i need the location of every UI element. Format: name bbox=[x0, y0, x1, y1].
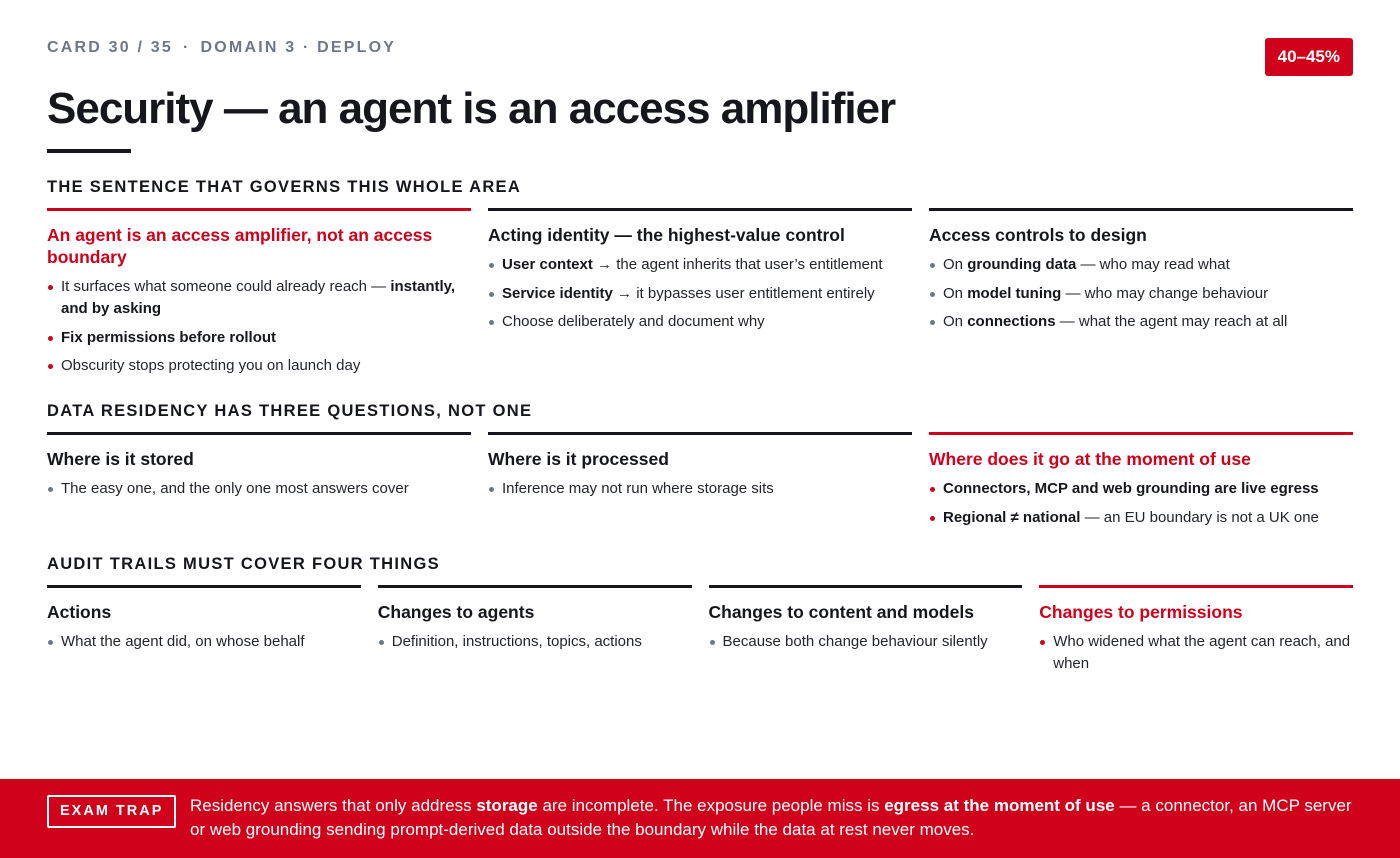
section-label-audit-trails: AUDIT TRAILS MUST COVER FOUR THINGS bbox=[47, 555, 440, 573]
bullet-item bbox=[47, 355, 471, 377]
bullet-list bbox=[488, 254, 912, 333]
column-heading: An agent is an access amplifier, not an access boundary bbox=[47, 225, 433, 267]
bullet-list bbox=[1039, 631, 1353, 675]
emphasis-text: model tuning bbox=[967, 284, 1062, 302]
bullet-item bbox=[47, 631, 361, 653]
bullet-list bbox=[47, 631, 361, 653]
kicker-separator: · bbox=[183, 39, 191, 56]
section-grid-audit-trails bbox=[47, 585, 1353, 682]
section-label-data-residency: DATA RESIDENCY HAS THREE QUESTIONS, NOT ONE bbox=[47, 402, 533, 420]
exam-trap-text bbox=[190, 794, 1360, 842]
bullet-item bbox=[488, 311, 912, 333]
bullet-item bbox=[709, 631, 1023, 653]
content-column bbox=[1039, 585, 1353, 682]
domain-label: DOMAIN 3 · DEPLOY bbox=[200, 39, 397, 56]
bullet-item bbox=[47, 478, 471, 500]
column-heading: Changes to permissions bbox=[1039, 602, 1243, 622]
emphasis-text: User context bbox=[502, 256, 593, 273]
text-run: — what the agent may reach at all bbox=[1055, 313, 1288, 330]
text-run: On bbox=[943, 256, 968, 273]
content-column bbox=[488, 432, 912, 535]
bullet-item bbox=[929, 283, 1353, 305]
bullet-list bbox=[47, 478, 471, 500]
page-title: Security — an agent is an access amplifier bbox=[47, 84, 896, 133]
content-column bbox=[47, 208, 471, 384]
section-grid-data-residency bbox=[47, 432, 1353, 535]
text-run: What the agent did, on whose behalf bbox=[61, 633, 305, 650]
bullet-list bbox=[488, 478, 912, 500]
emphasis-text: Regional ≠ national bbox=[943, 508, 1081, 526]
emphasis-text: egress at the moment of use bbox=[884, 796, 1115, 815]
text-run: → the agent inherits that user’s entitlement bbox=[592, 256, 883, 273]
text-run: The easy one, and the only one most answers cover bbox=[61, 480, 409, 497]
column-heading: Where is it processed bbox=[488, 449, 669, 469]
emphasis-text: storage bbox=[476, 796, 538, 815]
bullet-item bbox=[47, 327, 471, 349]
card-counter: CARD 30 / 35 bbox=[47, 39, 173, 56]
section-grid-governing-sentence bbox=[47, 208, 1353, 384]
bullet-item bbox=[488, 478, 912, 500]
emphasis-text: connections bbox=[967, 313, 1056, 330]
content-column bbox=[929, 208, 1353, 384]
bullet-item bbox=[929, 507, 1353, 529]
text-run: Who widened what the agent can reach, and when bbox=[1053, 633, 1351, 672]
text-run: — who may change behaviour bbox=[1061, 284, 1269, 302]
card-kicker bbox=[47, 39, 396, 57]
bullet-list bbox=[709, 631, 1023, 653]
bullet-list bbox=[378, 631, 692, 653]
bullet-item bbox=[1039, 631, 1353, 675]
column-heading: Actions bbox=[47, 602, 112, 622]
title-underline bbox=[47, 149, 131, 153]
exam-trap-banner bbox=[0, 779, 1400, 858]
text-run: Definition, instructions, topics, actions bbox=[391, 633, 642, 650]
text-run: On bbox=[943, 284, 968, 302]
text-run: — a connector, an MCP server or web grounding sending prompt-derived data outside the boundary while the data at rest never moves. bbox=[190, 796, 1352, 839]
content-column bbox=[488, 208, 912, 384]
column-heading: Changes to content and models bbox=[708, 602, 974, 622]
section-label-governing-sentence: THE SENTENCE THAT GOVERNS THIS WHOLE AREA bbox=[47, 178, 522, 196]
emphasis-text: instantly, and by asking bbox=[61, 278, 456, 317]
column-heading: Where does it go at the moment of use bbox=[929, 449, 1251, 469]
emphasis-text: Service identity bbox=[502, 284, 613, 302]
text-run: — who may read what bbox=[1076, 256, 1230, 273]
text-run: Choose deliberately and document why bbox=[502, 313, 765, 330]
emphasis-text: grounding data bbox=[967, 256, 1077, 273]
content-column bbox=[47, 432, 471, 535]
bullet-item bbox=[929, 311, 1353, 333]
bullet-item bbox=[488, 254, 912, 276]
text-run: Because both change behaviour silently bbox=[722, 633, 988, 650]
text-run: Residency answers that only address bbox=[190, 796, 477, 815]
text-run: Obscurity stops protecting you on launch day bbox=[61, 357, 361, 374]
bullet-list bbox=[47, 276, 471, 377]
content-column bbox=[709, 585, 1023, 682]
column-heading: Where is it stored bbox=[47, 449, 194, 469]
bullet-list bbox=[929, 254, 1353, 333]
content-column bbox=[47, 585, 361, 682]
bullet-list bbox=[929, 478, 1353, 529]
bullet-item bbox=[488, 283, 912, 305]
bullet-item bbox=[929, 478, 1353, 500]
text-run: Inference may not run where storage sits bbox=[502, 480, 774, 497]
emphasis-text: Fix permissions before rollout bbox=[61, 328, 277, 346]
text-run: It surfaces what someone could already reach — bbox=[61, 278, 391, 295]
text-run: — an EU boundary is not a UK one bbox=[1080, 508, 1319, 526]
weight-badge: 40–45% bbox=[1265, 38, 1353, 76]
exam-trap-tag: EXAM TRAP bbox=[47, 795, 176, 828]
content-column bbox=[378, 585, 692, 682]
bullet-item bbox=[47, 276, 471, 320]
emphasis-text: Connectors, MCP and web grounding are live egress bbox=[943, 480, 1319, 497]
text-run: are incomplete. The exposure people miss is bbox=[537, 796, 885, 815]
column-heading: Acting identity — the highest-value control bbox=[488, 225, 845, 245]
bullet-item bbox=[929, 254, 1353, 276]
content-column bbox=[929, 432, 1353, 535]
bullet-item bbox=[378, 631, 692, 653]
column-heading: Changes to agents bbox=[377, 602, 535, 622]
column-heading: Access controls to design bbox=[929, 225, 1147, 245]
text-run: → it bypasses user entitlement entirely bbox=[612, 284, 875, 302]
text-run: On bbox=[943, 313, 968, 330]
